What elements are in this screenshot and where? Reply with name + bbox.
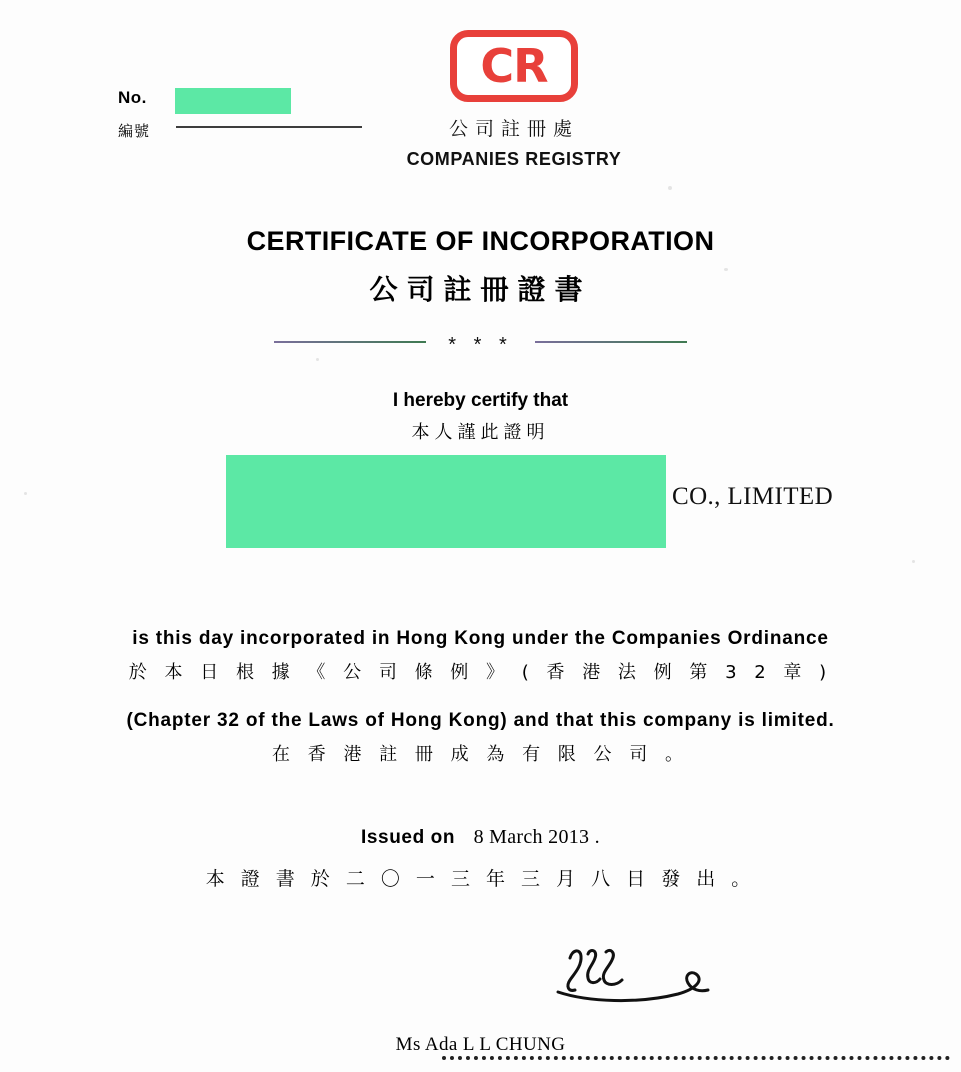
signature-icon [548,946,748,1008]
issued-row [0,826,961,849]
signatory-name: Ms Ada L L CHUNG [395,1034,566,1055]
body-line-1-english: is this day incorporated in Hong Kong under the Companies Ordinance [132,628,829,649]
scan-speck [724,268,728,271]
body-line-2-chinese: 在 香 港 註 冊 成 為 有 限 公 司 。 [272,744,689,765]
certificate-number-row [118,88,338,114]
scan-speck [24,492,27,495]
company-name-redaction-block [226,455,666,548]
number-label: No. [118,88,147,107]
document-title-english: CERTIFICATE OF INCORPORATION [246,226,715,256]
number-underline [176,126,362,128]
scan-speck [316,358,319,361]
certify-statement-english: I hereby certify that [392,390,569,411]
issued-label: Issued on [361,827,456,848]
cr-logo-text: CR [480,39,548,93]
body-line-1-chinese: 於 本 日 根 據 《 公 司 條 例 》 ( 香 港 法 例 第 3 2 章 ) [128,662,833,683]
certificate-number-block [118,88,338,141]
issued-date: 8 March 2013 . [473,826,600,848]
number-redaction-block [175,88,291,114]
company-name-row [0,455,961,551]
scan-speck [912,560,915,563]
divider-rule-left [274,341,426,343]
number-label-chinese: 編號 [118,122,151,140]
registry-name-english: COMPANIES REGISTRY [406,149,622,169]
registry-name-chinese: 公司註冊處 [448,118,579,140]
certify-statement-chinese: 本人謹此證明 [411,422,550,443]
body-line-2-english: (Chapter 32 of the Laws of Hong Kong) and that this company is limited. [126,710,835,731]
issued-line-chinese: 本 證 書 於 二 〇 一 三 年 三 月 八 日 發 出 。 [205,868,756,890]
cr-logo-icon [450,30,578,102]
signature-dotted-line [442,1056,950,1060]
ornamental-divider [0,332,961,356]
registry-logo-block [404,30,624,170]
scan-speck [668,186,672,190]
divider-stars: * * * [448,334,513,356]
document-title-chinese: 公司註冊證書 [369,273,592,306]
divider-rule-right [535,341,687,343]
company-name-suffix: CO., LIMITED [672,483,834,510]
